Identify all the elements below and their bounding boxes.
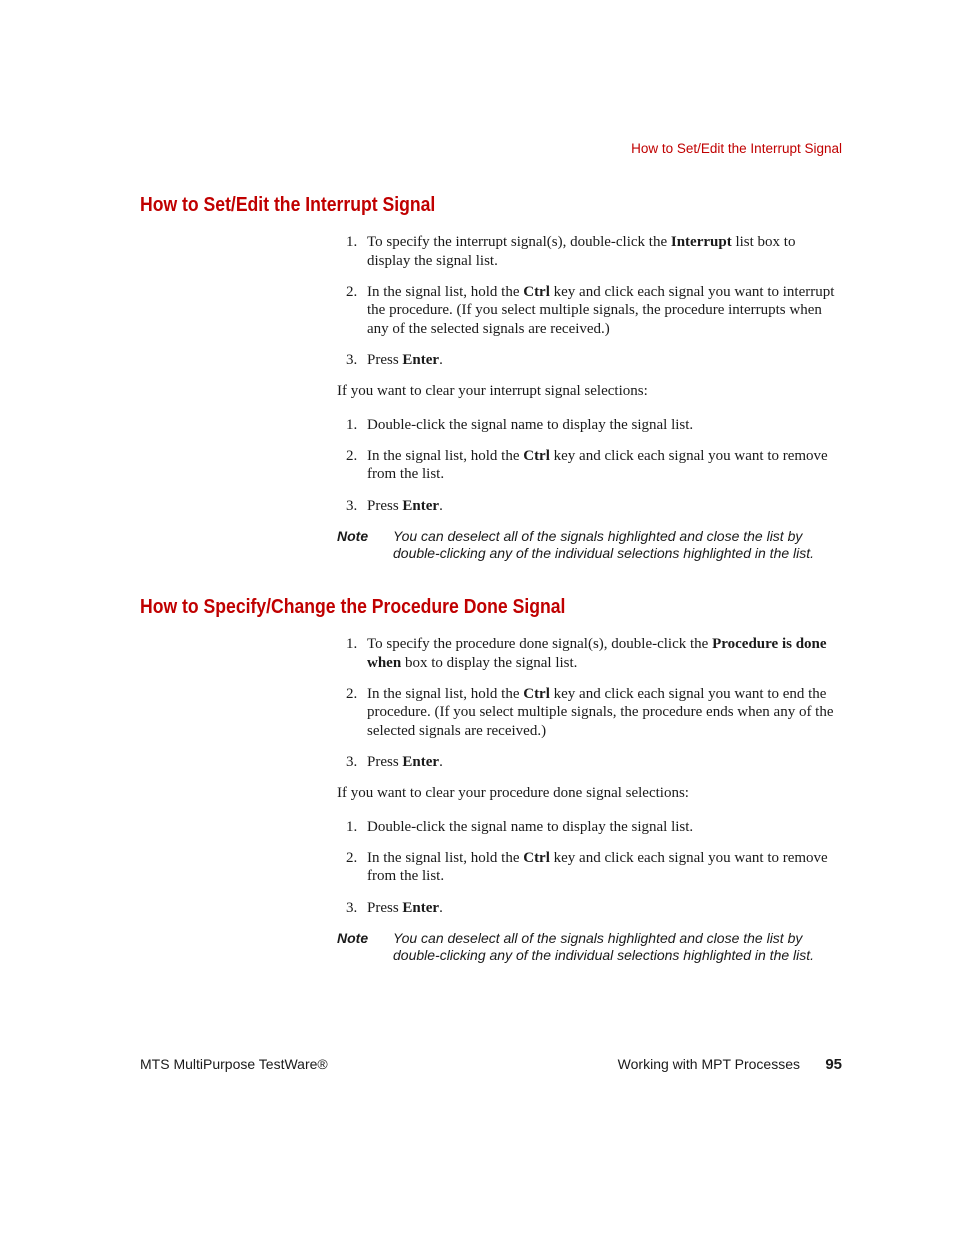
ui-term: Enter (402, 497, 440, 514)
page-number: 95 (825, 1056, 842, 1073)
note (337, 930, 842, 965)
list-item: 2. In the signal list, hold the Ctrl key and click each signal you want to interrupt the procedure. (If you select multiple signals, the procedure interrupts when any of the selected signals are received.) (346, 283, 835, 337)
list-item: 2. In the signal list, hold the Ctrl key and click each signal you want to remove from the list. (346, 849, 828, 885)
step-number: 2. (346, 685, 358, 702)
note-label: Note (337, 527, 369, 544)
step-number: 3. (346, 497, 358, 514)
ui-term: Procedure is done when (367, 636, 827, 671)
step-number: 3. (346, 899, 358, 916)
list-item: 3. Press Enter. (346, 497, 443, 514)
section-heading-procedure-done: How to Specify/Change the Procedure Done Signal (140, 596, 566, 618)
ui-term: Interrupt (670, 234, 732, 250)
step-number: 2. (346, 447, 358, 464)
note-text: You can deselect all of the signals highlighted and close the list by double-clicking any of the individual selections highlighted in the list. (393, 527, 815, 562)
step-number: 1. (346, 416, 358, 433)
ui-term: Ctrl (523, 849, 550, 866)
steps-list (337, 233, 842, 370)
step-number: 2. (346, 283, 358, 300)
section-interrupt-body (337, 233, 842, 563)
ui-term: Ctrl (523, 283, 550, 300)
list-item: 1. To specify the interrupt signal(s), double-click the Interrupt list box to display the signal list. (346, 234, 796, 269)
list-item: 2. In the signal list, hold the Ctrl key and click each signal you want to end the procedure. (If you select multiple signals, the procedure ends when any of the selected signals are received.) (346, 685, 834, 739)
list-item: 3. Press Enter. (346, 899, 443, 916)
step-number: 1. (346, 636, 358, 652)
step-number: 1. (346, 234, 358, 250)
ui-term: Ctrl (523, 685, 550, 702)
list-item: 2. In the signal list, hold the Ctrl key and click each signal you want to remove from the list. (346, 447, 828, 483)
step-number: 3. (346, 754, 358, 771)
ui-term: Enter (402, 352, 440, 369)
note (337, 528, 842, 563)
list-item: 1. Double-click the signal name to display the signal list. (346, 416, 694, 433)
note-text: You can deselect all of the signals highlighted and close the list by double-clicking any of the individual selections highlighted in the list. (393, 929, 815, 964)
note-label: Note (337, 929, 369, 946)
footer-product: MTS MultiPurpose TestWare® (140, 1056, 328, 1072)
list-item: 1. Double-click the signal name to display the signal list. (346, 818, 694, 835)
ui-term: Enter (402, 754, 440, 771)
steps-list (337, 635, 842, 772)
running-head: How to Set/Edit the Interrupt Signal (631, 141, 842, 156)
ui-term: Enter (402, 899, 440, 916)
intro-text: If you want to clear your interrupt signal selections: (337, 383, 648, 400)
list-item: 3. Press Enter. (346, 754, 443, 771)
intro-text: If you want to clear your procedure done signal selections: (337, 785, 689, 802)
step-number: 3. (346, 352, 358, 369)
step-number: 2. (346, 849, 358, 866)
list-item: 3. Press Enter. (346, 352, 443, 369)
section-procedure-done-body (337, 635, 842, 965)
footer-chapter: Working with MPT Processes (617, 1056, 800, 1072)
clear-steps-list (337, 416, 842, 516)
clear-steps-list (337, 818, 842, 918)
step-number: 1. (346, 818, 358, 835)
ui-term: Ctrl (523, 447, 550, 464)
section-heading-interrupt: How to Set/Edit the Interrupt Signal (140, 194, 436, 216)
list-item: 1. To specify the procedure done signal(s), double-click the Procedure is done when box to display the signal list. (346, 636, 827, 671)
